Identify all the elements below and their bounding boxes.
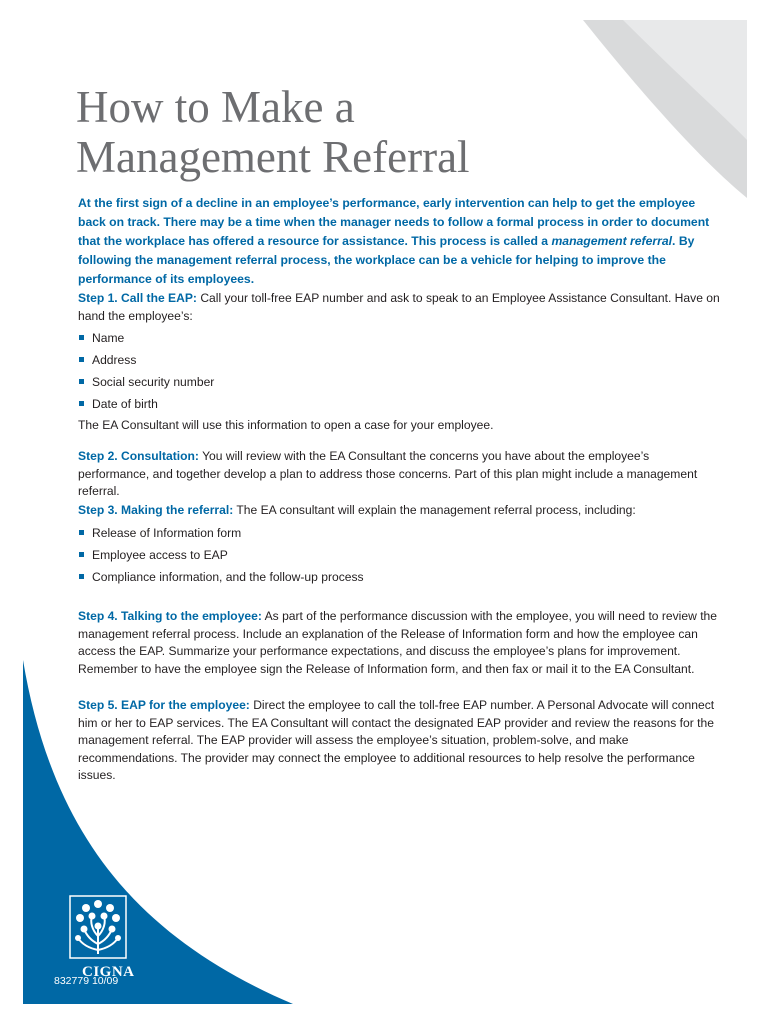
step-1-section bbox=[78, 290, 723, 435]
step-3-section bbox=[78, 502, 723, 588]
registered-mark: ® bbox=[140, 892, 147, 902]
step-1-paragraph bbox=[78, 290, 723, 325]
list-item: Release of Information form bbox=[78, 522, 723, 544]
step-1-list bbox=[78, 327, 723, 415]
square-bullet-icon bbox=[79, 574, 84, 579]
list-item: Address bbox=[78, 349, 723, 371]
step-1-text: Call your toll-free EAP number and ask to speak to an Employee Assistance Consultant. Have on hand the employee’s: bbox=[78, 291, 720, 323]
list-item: Social security number bbox=[78, 371, 723, 393]
step-2-text: You will review with the EA Consultant the concerns you have about the employee’s performance, and together develop a plan to address those concerns. Part of this plan might include a management referral. bbox=[78, 449, 698, 498]
square-bullet-icon bbox=[79, 335, 84, 340]
square-bullet-icon bbox=[79, 552, 84, 557]
step-3-list bbox=[78, 522, 723, 588]
intro-text-start: At the first sign of a decline in an employee’s performance, early intervention can help to get the employee back on track. There may be a time when the manager needs to follow a formal process in order to document that the workplace has offered a resource for assistance. This process is called a bbox=[78, 196, 710, 248]
list-item: Date of birth bbox=[78, 393, 723, 415]
step-4-label: Step 4. Talking to the employee: bbox=[78, 609, 262, 623]
step-4-text: As part of the performance discussion with the employee, you will need to review the management referral process. Include an explanation of the Release of Information form and how the employee can access the EAP. Summarize your performance expectations, and discuss the employee’s plans for improvement. Remember to have the employee sign the Release of Information form, and then fax or mail it to the EA Consultant. bbox=[78, 609, 718, 676]
step-3-label: Step 3. Making the referral: bbox=[78, 503, 234, 517]
step-3-text: The EA consultant will explain the management referral process, including: bbox=[233, 503, 636, 517]
step-3-paragraph bbox=[78, 502, 723, 520]
step-4-paragraph bbox=[78, 608, 723, 678]
intro-emphasis: management referral bbox=[551, 234, 673, 248]
list-item: Compliance information, and the follow-up process bbox=[78, 566, 723, 588]
square-bullet-icon bbox=[79, 357, 84, 362]
cigna-tree-logo-icon bbox=[56, 890, 136, 964]
step-5-label: Step 5. EAP for the employee: bbox=[78, 698, 250, 712]
step-5-paragraph bbox=[78, 697, 723, 785]
intro-text-end: . By following the management referral process, the workplace can be a vehicle for helping to improve the performance of its employees. bbox=[78, 234, 695, 286]
document-page bbox=[23, 20, 747, 1004]
intro-paragraph bbox=[78, 194, 718, 289]
document-code: 832779 10/09 bbox=[54, 975, 119, 987]
page-title bbox=[76, 82, 636, 182]
step-2-label: Step 2. Consultation: bbox=[78, 449, 199, 463]
page-title-line-1: How to Make a bbox=[76, 82, 355, 132]
step-1-label: Step 1. Call the EAP: bbox=[78, 291, 197, 305]
square-bullet-icon bbox=[79, 401, 84, 406]
list-item: Employee access to EAP bbox=[78, 544, 723, 566]
logo-name: CIGNA bbox=[82, 964, 135, 980]
step-2-paragraph bbox=[78, 448, 723, 501]
page-title-line-2: Management Referral bbox=[76, 132, 470, 182]
square-bullet-icon bbox=[79, 379, 84, 384]
step-5-text: Direct the employee to call the toll-free EAP number. A Personal Advocate will connect him or her to EAP services. The EA Consultant will contact the designated EAP provider and review the reasons for the management referral. The EAP provider will assess the employee’s situation, problem-solve, and make recommendations. The provider may connect the employee to additional resources to help resolve the performance issues. bbox=[78, 698, 715, 782]
list-item: Name bbox=[78, 327, 723, 349]
step-1-followup: The EA Consultant will use this information to open a case for your employee. bbox=[78, 418, 494, 432]
square-bullet-icon bbox=[79, 530, 84, 535]
